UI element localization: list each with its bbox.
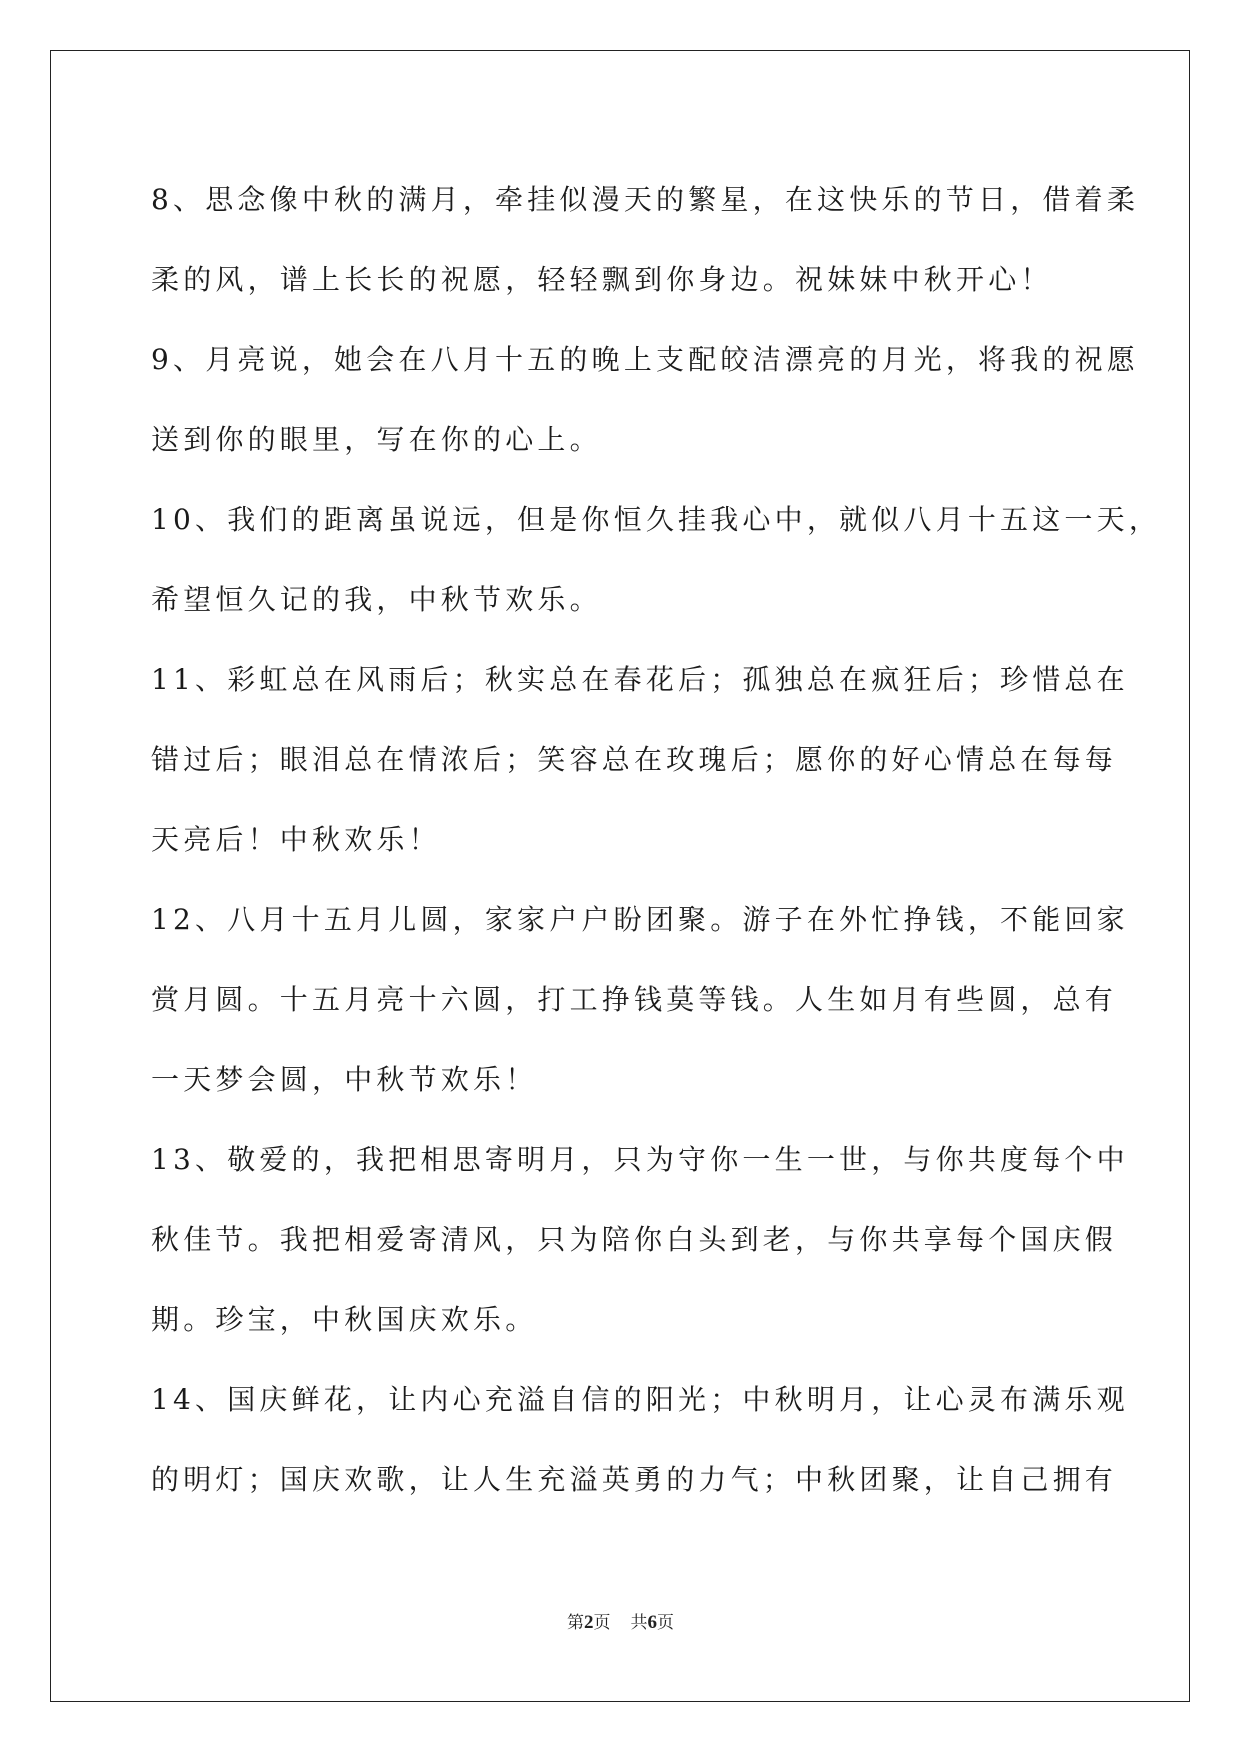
- text-line: 希望恒久记的我，中秋节欢乐。: [151, 583, 602, 616]
- paragraph-10: [151, 480, 1162, 640]
- total-prefix: 共: [630, 1613, 648, 1633]
- text-line: 柔的风，谱上长长的祝愿，轻轻飘到你身边。祝妹妹中秋开心！: [151, 263, 1053, 296]
- text-line: 8、思念像中秋的满月，牵挂似漫天的繁星，在这快乐的节日，借着柔: [151, 183, 1140, 216]
- text-line: 9、月亮说，她会在八月十五的晚上支配皎洁漂亮的月光，将我的祝愿: [151, 343, 1140, 376]
- text-line: 错过后；眼泪总在情浓后；笑容总在玫瑰后；愿你的好心情总在每每: [151, 743, 1118, 776]
- page-number-label: [567, 1613, 611, 1633]
- text-line: 期。珍宝，中秋国庆欢乐。: [151, 1303, 538, 1336]
- text-line: 13、敬爱的，我把相思寄明月，只为守你一生一世，与你共度每个中: [151, 1143, 1129, 1176]
- paragraph-11: [151, 640, 1129, 880]
- page-suffix: 页: [593, 1613, 611, 1633]
- paragraph-14: [151, 1360, 1129, 1520]
- paragraph-12: [151, 880, 1129, 1120]
- text-line: 14、国庆鲜花，让内心充溢自信的阳光；中秋明月，让心灵布满乐观: [151, 1383, 1129, 1416]
- total-suffix: 页: [657, 1613, 674, 1633]
- text-line: 赏月圆。十五月亮十六圆，打工挣钱莫等钱。人生如月有些圆，总有: [151, 983, 1118, 1016]
- text-line: 的明灯；国庆欢歌，让人生充溢英勇的力气；中秋团聚，让自己拥有: [151, 1463, 1118, 1496]
- current-page-number: 2: [584, 1612, 594, 1633]
- paragraph-8: [151, 160, 1140, 320]
- page-prefix: 第: [567, 1613, 584, 1633]
- text-line: 秋佳节。我把相爱寄清风，只为陪你白头到老，与你共享每个国庆假: [151, 1223, 1118, 1256]
- text-line: 一天梦会圆，中秋节欢乐！: [151, 1063, 538, 1096]
- text-line: 送到你的眼里，写在你的心上。: [151, 423, 602, 456]
- text-line: 10、我们的距离虽说远，但是你恒久挂我心中，就似八月十五这一天，: [151, 503, 1162, 536]
- total-pages-label: [631, 1613, 675, 1633]
- page-footer: [0, 1608, 1241, 1634]
- document-body: [151, 160, 1162, 1520]
- text-line: 天亮后！中秋欢乐！: [151, 823, 441, 856]
- text-line: 11、彩虹总在风雨后；秋实总在春花后；孤独总在疯狂后；珍惜总在: [151, 663, 1129, 696]
- paragraph-9: [151, 320, 1140, 480]
- paragraph-13: [151, 1120, 1129, 1360]
- total-page-count: 6: [647, 1612, 657, 1633]
- text-line: 12、八月十五月儿圆，家家户户盼团聚。游子在外忙挣钱，不能回家: [151, 903, 1129, 936]
